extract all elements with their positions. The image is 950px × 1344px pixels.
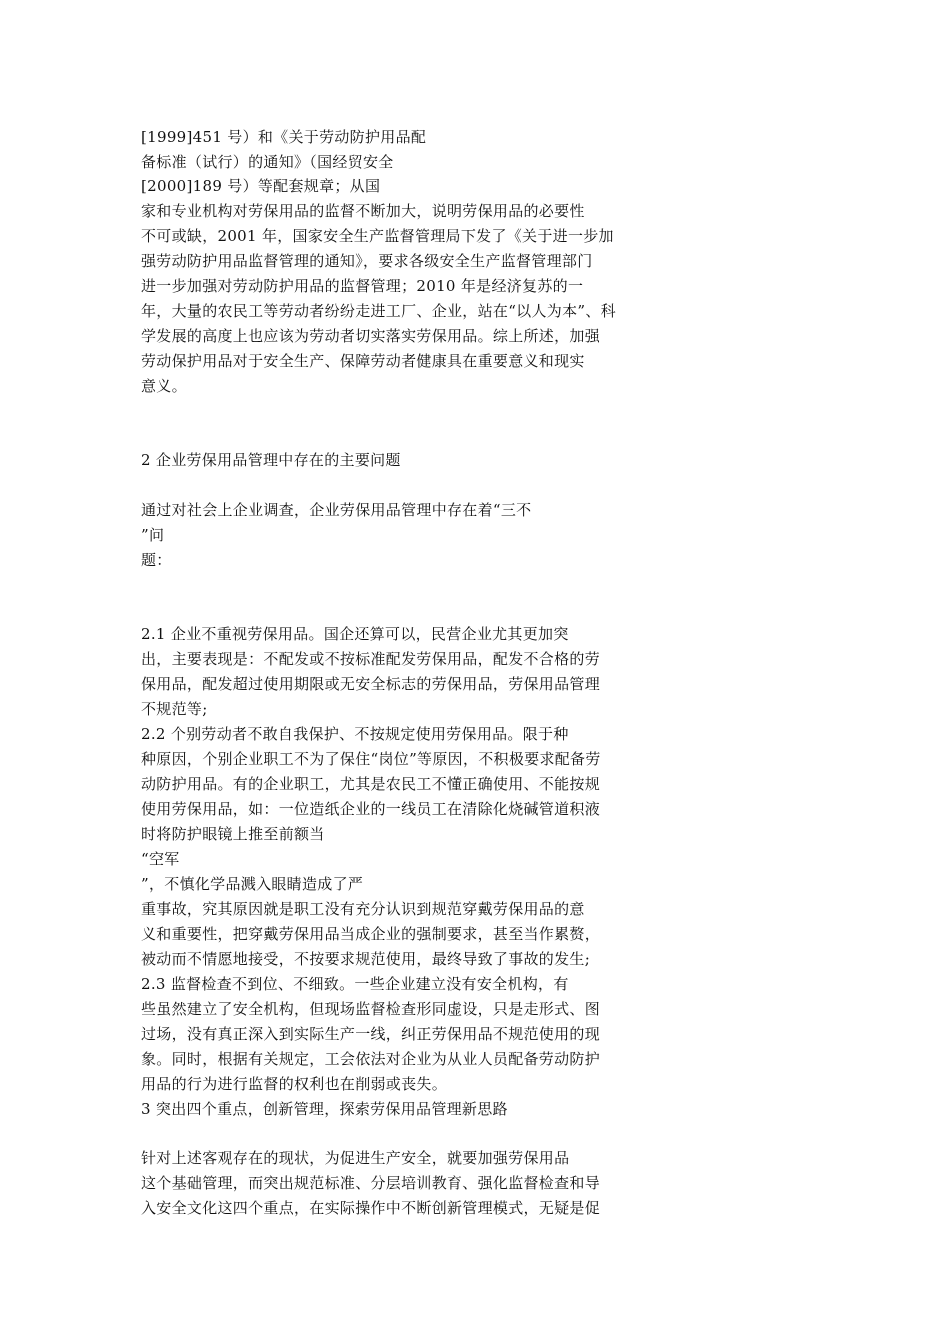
intro-line: 进一步加强对劳动防护用品的监督管理；2010 年是经济复苏的一 [141,277,584,295]
section3-body-line: 针对上述客观存在的现状，为促进生产安全，就要加强劳保用品 [141,1149,570,1167]
section2-body-line: 义和重要性，把穿戴劳保用品当成企业的强制要求，甚至当作累赘， [141,925,601,943]
section2-body-line: 2.3 监督检查不到位、不细致。一些企业建立没有安全机构，有 [141,975,569,993]
intro-line: 家和专业机构对劳保用品的监督不断加大，说明劳保用品的必要性 [141,202,585,220]
section2-body-line: 使用劳保用品，如：一位造纸企业的一线员工在清除化烧碱管道积液 [141,800,601,818]
intro-line: 备标准（试行）的通知》（国经贸安全 [141,153,394,171]
intro-line: 学发展的高度上也应该为劳动者切实落实劳保用品。综上所述，加强 [141,327,601,345]
section2-body-line: 不规范等; [141,700,208,718]
section2-body-line: “空军 [141,850,180,868]
section-heading: 2 企业劳保用品管理中存在的主要问题 [141,451,401,469]
section2-body-line: 些虽然建立了安全机构，但现场监督检查形同虚设，只是走形式、图 [141,1000,601,1018]
section2-body-line: 2.2 个别劳动者不敢自我保护、不按规定使用劳保用品。限于种 [141,725,569,743]
section2-intro-line: ”问 [141,526,165,544]
section2-body-line: 保用品，配发超过使用期限或无安全标志的劳保用品，劳保用品管理 [141,675,601,693]
intro-line: 不可或缺，2001 年，国家安全生产监督管理局下发了《关于进一步加 [141,227,614,245]
intro-line: 年，大量的农民工等劳动者纷纷走进工厂、企业，站在“以人为本”、科 [141,302,616,320]
section2-body-line: 重事故，究其原因就是职工没有充分认识到规范穿戴劳保用品的意 [141,900,585,918]
section2-body-line: 用品的行为进行监督的权利也在削弱或丧失。 [141,1075,448,1093]
intro-line: 强劳动防护用品监督管理的通知》，要求各级安全生产监督管理部门 [141,252,593,270]
section2-body-line: ”，不慎化学品溅入眼睛造成了严 [141,875,364,893]
section3-body-line: 入安全文化这四个重点，在实际操作中不断创新管理模式，无疑是促 [141,1199,601,1217]
intro-line: 劳动保护用品对于安全生产、保障劳动者健康具在重要意义和现实 [141,352,585,370]
section2-body-line: 动防护用品。有的企业职工，尤其是农民工不懂正确使用、不能按规 [141,775,601,793]
intro-line: 意义。 [141,377,187,395]
section2-intro-line: 题： [141,551,172,569]
section2-body-line: 时将防护眼镜上推至前额当 [141,825,325,843]
section-heading: 3 突出四个重点，创新管理，探索劳保用品管理新思路 [141,1100,508,1118]
section2-body-line: 种原因，个别企业职工不为了保住“岗位”等原因，不积极要求配备劳 [141,750,601,768]
section3-body-line: 这个基础管理，而突出规范标准、分层培训教育、强化监督检查和导 [141,1174,601,1192]
section2-body-line: 被动而不情愿地接受，不按要求规范使用，最终导致了事故的发生; [141,950,591,968]
section2-body-line: 出，主要表现是：不配发或不按标准配发劳保用品，配发不合格的劳 [141,650,601,668]
section2-intro-line: 通过对社会上企业调查，企业劳保用品管理中存在着“三不 [141,501,532,519]
intro-line: [2000]189 号）等配套规章；从国 [141,177,381,195]
section2-body-line: 2.1 企业不重视劳保用品。国企还算可以，民营企业尤其更加突 [141,625,569,643]
section2-body-line: 过场，没有真正深入到实际生产一线，纠正劳保用品不规范使用的现 [141,1025,601,1043]
section2-body-line: 象。同时，根据有关规定，工会依法对企业为从业人员配备劳动防护 [141,1050,601,1068]
intro-line: [1999]451 号）和《关于劳动防护用品配 [141,128,427,146]
